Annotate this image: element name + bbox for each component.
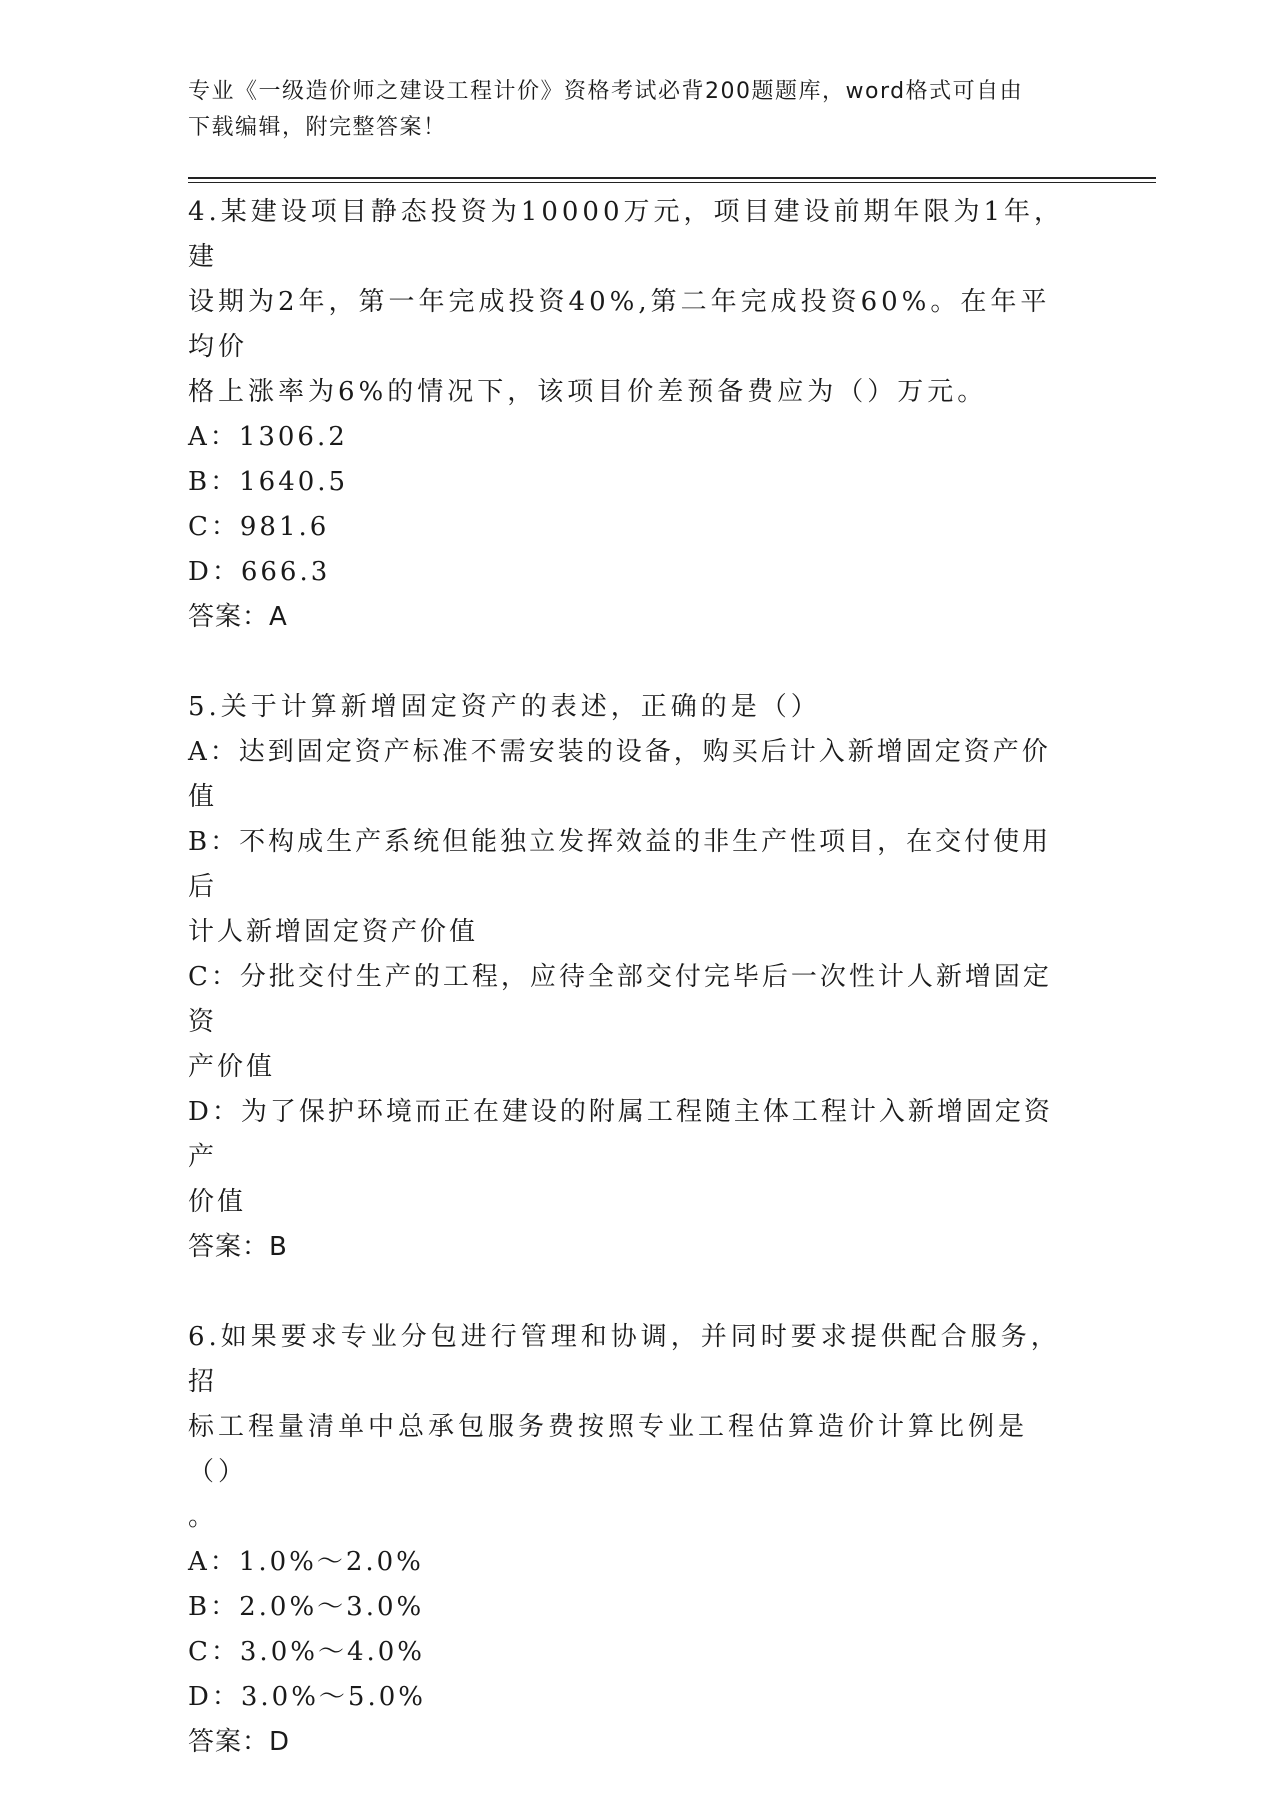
option-line: D：为了保护环境而正在建设的附属工程随主体工程计入新增固定资产 [188, 1097, 1053, 1172]
header-line-2: 下载编辑，附完整答案！ [188, 115, 447, 140]
answer-label: 答案：D [188, 1727, 291, 1757]
option-line: C：分批交付生产的工程，应待全部交付完毕后一次性计人新增固定资 [188, 962, 1052, 1037]
option-line: 计人新增固定资产价值 [188, 917, 479, 947]
option-b [188, 820, 1068, 955]
option-d: D：666.3 [188, 557, 331, 587]
question-block-4 [188, 190, 1068, 640]
question-line: 5.关于计算新增固定资产的表述，正确的是（） [188, 692, 821, 722]
answer-label: 答案：A [188, 602, 288, 632]
header-divider-thick [188, 177, 1156, 179]
option-b: B：1640.5 [188, 467, 349, 497]
question-6-text [188, 1315, 1068, 1540]
option-line: A：达到固定资产标准不需安装的设备，购买后计入新增固定资产价值 [188, 737, 1051, 812]
option-d: D：3.0%～5.0% [188, 1682, 426, 1712]
question-4-text [188, 190, 1068, 415]
question-list [188, 190, 1068, 1810]
question-5-text [188, 685, 1068, 730]
option-b: B：2.0%～3.0% [188, 1592, 425, 1622]
question-line: 4.某建设项目静态投资为10000万元，项目建设前期年限为1年，建 [188, 197, 1065, 272]
question-line: 标工程量清单中总承包服务费按照专业工程估算造价计算比例是（） [188, 1412, 1029, 1487]
option-d [188, 1090, 1068, 1225]
document-header [188, 74, 1068, 146]
option-a: A：1.0%～2.0% [188, 1547, 424, 1577]
option-c [188, 955, 1068, 1090]
header-line-1: 专业《一级造价师之建设工程计价》资格考试必背200题题库，word格式可自由 [188, 79, 1024, 104]
option-line: B：不构成生产系统但能独立发挥效益的非生产性项目，在交付使用后 [188, 827, 1052, 902]
question-line: 。 [188, 1502, 219, 1532]
question-block-5 [188, 685, 1068, 1270]
question-line: 设期为2年，第一年完成投资40%,第二年完成投资60%。在年平均价 [188, 287, 1051, 362]
option-line: 价值 [188, 1187, 247, 1217]
question-line: 6.如果要求专业分包进行管理和协调，并同时要求提供配合服务，招 [188, 1322, 1061, 1397]
answer-label: 答案：B [188, 1232, 288, 1262]
header-divider-thin [188, 182, 1156, 183]
option-c: C：3.0%～4.0% [188, 1637, 426, 1667]
question-line: 格上涨率为6%的情况下，该项目价差预备费应为（）万元。 [188, 377, 988, 407]
option-line: 产价值 [188, 1052, 276, 1082]
question-block-6 [188, 1315, 1068, 1765]
option-a [188, 730, 1068, 820]
option-c: C：981.6 [188, 512, 330, 542]
option-a: A：1306.2 [188, 422, 348, 452]
